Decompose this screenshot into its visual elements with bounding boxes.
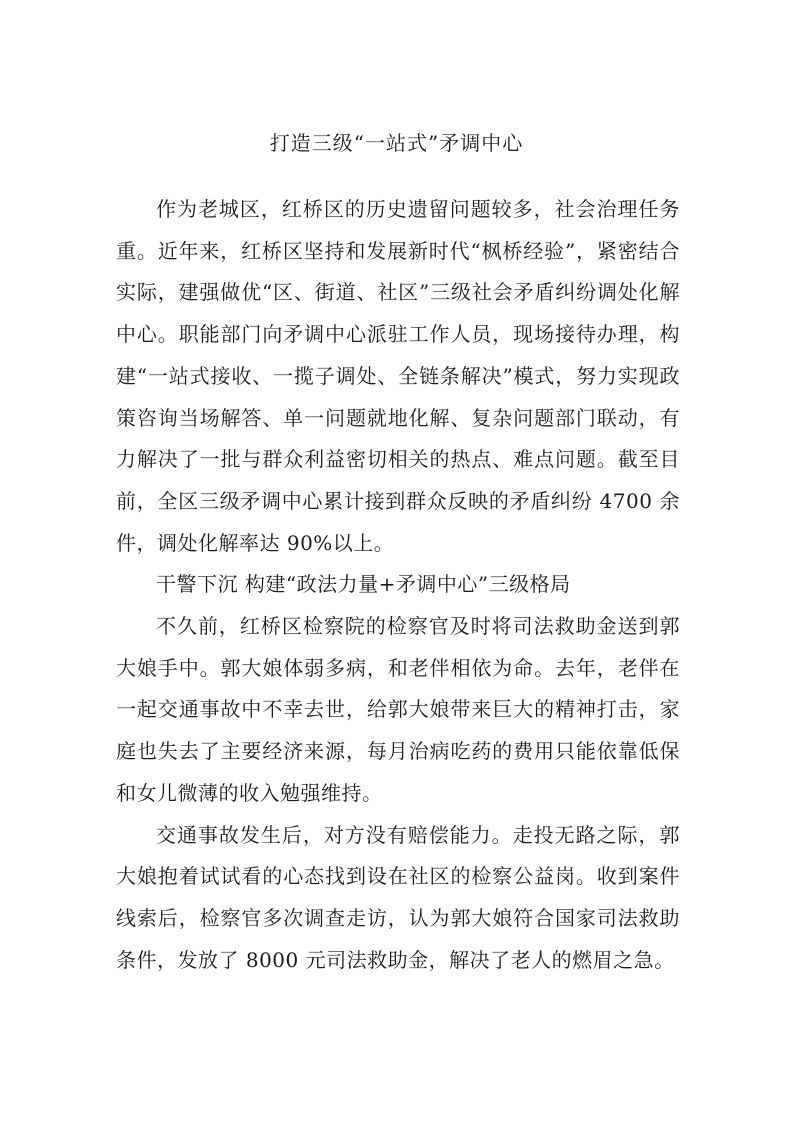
section-subheading: 干警下沉 构建“政法力量+矛调中心”三级格局 [156, 572, 571, 597]
paragraph-resolution: 交通事故发生后，对方没有赔偿能力。走投无路之际，郭大娘抱着试试看的心态找到设在社区的检察公益岗。收到案件线索后，检察官多次调查走访，认为郭大娘符合国家司法救助条件，发放了 8000 元司法救助金，解决了老人的燃眉之急。 [116, 822, 680, 972]
paragraph-case: 不久前，红桥区检察院的检察官及时将司法救助金送到郭大娘手中。郭大娘体弱多病，和老伴相依为命。去年，老伴在一起交通事故中不幸去世，给郭大娘带来巨大的精神打击，家庭也失去了主要经济来源，每月治病吃药的费用只能依靠低保和女儿微薄的收入勉强维持。 [116, 614, 680, 805]
document-body [116, 189, 680, 981]
document-title: 打造三级“一站式”矛调中心 [269, 131, 524, 155]
paragraph-intro: 作为老城区，红桥区的历史遗留问题较多，社会治理任务重。近年来，红桥区坚持和发展新时代“枫桥经验”，紧密结合实际，建强做优“区、街道、社区”三级社会矛盾纠纷调处化解中心。职能部门向矛调中心派驻工作人员，现场接待办理，构建“一站式接收、一揽子调处、全链条解决”模式，努力实现政策咨询当场解答、单一问题就地化解、复杂问题部门联动，有力解决了一批与群众利益密切相关的热点、难点问题。截至目前，全区三级矛调中心累计接到群众反映的矛盾纠纷 4700 余件，调处化解率达 90%以上。 [116, 197, 680, 555]
